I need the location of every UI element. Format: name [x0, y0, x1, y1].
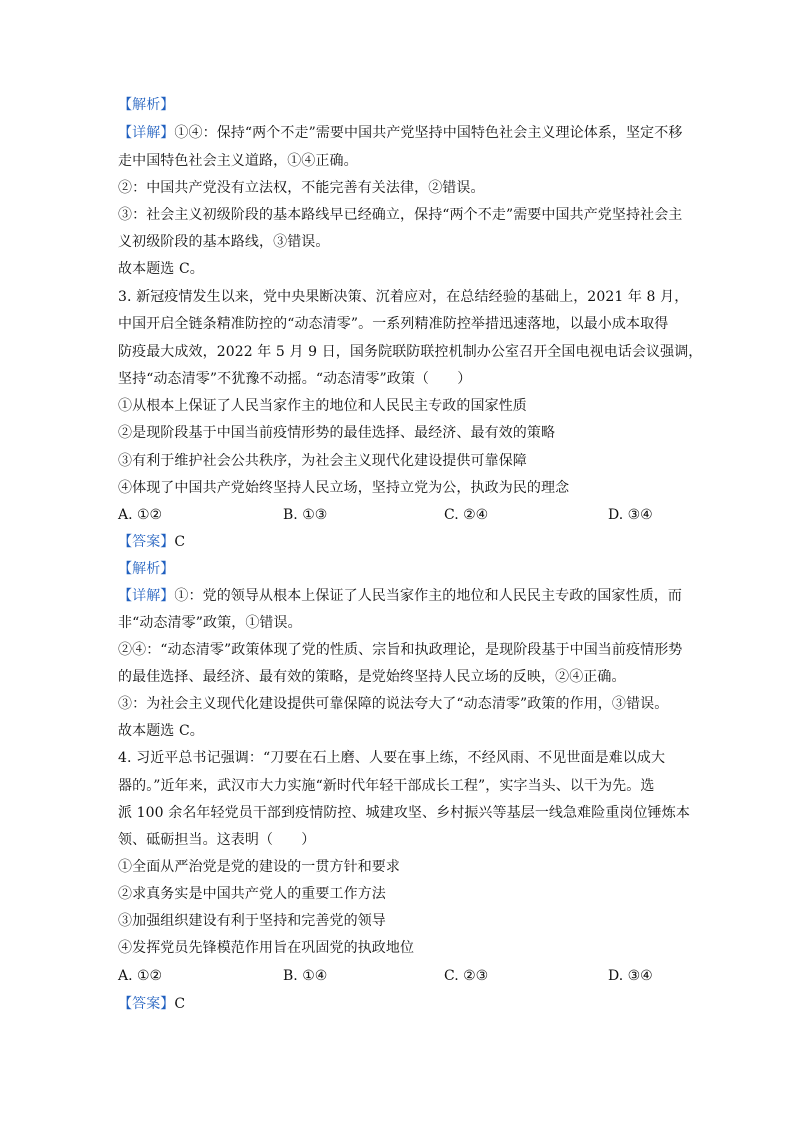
detail-line-cont: 非“动态清零”政策，①错误。 — [118, 615, 302, 631]
detail-text: ①④：保持“两个不走”需要中国共产党坚持中国特色社会主义理论体系，坚定不移 — [174, 125, 683, 141]
question-stem-cont: 中国开启全链条精准防控的“动态清零”。一系列精准防控举措迅速落地，以最小成本取得 — [118, 316, 669, 332]
option-c: C. ②③ — [444, 968, 489, 984]
analysis-label: 【解析】 — [118, 97, 175, 113]
analysis-paragraph: ②④：“动态清零”政策体现了党的性质、宗旨和执政理论，是现阶段基于中国当前疫情形势 — [118, 642, 683, 658]
question-stem: 4. 习近平总书记强调：“刀要在石上磨、人要在事上练，不经风雨、不见世面是难以成大 — [118, 750, 666, 766]
analysis-paragraph-cont: 的最佳选择、最经济、最有效的策略，是党始终坚持人民立场的反映，②④正确。 — [118, 669, 626, 685]
conclusion: 故本题选 C。 — [118, 723, 204, 739]
question-stem-cont: 派 100 余名年轻党员干部到疫情防控、城建攻坚、乡村振兴等基层一线急难险重岗位锤炼本 — [118, 805, 690, 821]
statement-item: ①全面从严治党是党的建设的一贯方针和要求 — [118, 859, 400, 875]
question-stem-cont: 领、砥砺担当。这表明（ ） — [118, 832, 316, 848]
analysis-paragraph: ③：社会主义初级阶段的基本路线早已经确立，保持“两个不走”需要中国共产党坚持社会主 — [118, 207, 683, 223]
statement-item: ③加强组织建设有利于坚持和完善党的领导 — [118, 913, 386, 929]
statement-item: ②求真务实是中国共产党人的重要工作方法 — [118, 886, 386, 902]
statement-item: ④发挥党员先锋模范作用旨在巩固党的执政地位 — [118, 940, 415, 956]
question-stem-cont: 坚持“动态清零”不犹豫不动摇。“动态清零”政策（ ） — [118, 371, 472, 387]
question-stem-cont: 器的。”近年来，武汉市大力实施“新时代年轻干部成长工程”，实字当头、以干为先。选 — [118, 778, 655, 794]
answer-label: 【答案】 — [118, 534, 175, 550]
analysis-paragraph: ③：为社会主义现代化建设提供可靠保障的说法夸大了“动态清零”政策的作用，③错误。 — [118, 696, 669, 712]
answer-line — [118, 994, 185, 1014]
detail-label: 【详解】 — [118, 588, 175, 604]
question-stem: 3. 新冠疫情发生以来，党中央果断决策、沉着应对，在总结经验的基础上，2021 年 8 月， — [118, 289, 689, 305]
answer-value: C — [174, 996, 186, 1012]
analysis-paragraph-cont: 义初级阶段的基本路线，③错误。 — [118, 234, 330, 250]
statement-item: ①从根本上保证了人民当家作主的地位和人民民主专政的国家性质 — [118, 398, 527, 414]
detail-line-cont: 走中国特色社会主义道路，①④正确。 — [118, 153, 358, 169]
answer-label: 【答案】 — [118, 996, 175, 1012]
option-d: D. ③④ — [608, 507, 653, 523]
option-a: A. ①② — [118, 968, 163, 984]
statement-item: ②是现阶段基于中国当前疫情形势的最佳选择、最经济、最有效的策略 — [118, 425, 556, 441]
detail-line — [118, 123, 682, 143]
option-c: C. ②④ — [444, 507, 489, 523]
answer-line — [118, 532, 185, 552]
option-d: D. ③④ — [608, 968, 653, 984]
detail-text: ①：党的领导从根本上保证了人民当家作主的地位和人民民主专政的国家性质，而 — [174, 588, 683, 604]
analysis-label: 【解析】 — [118, 561, 175, 577]
statement-item: ④体现了中国共产党始终坚持人民立场，坚持立党为公，执政为民的理念 — [118, 480, 570, 496]
statement-item: ③有利于维护社会公共秩序，为社会主义现代化建设提供可靠保障 — [118, 453, 527, 469]
option-a: A. ①② — [118, 507, 163, 523]
analysis-tag — [118, 95, 174, 115]
analysis-tag — [118, 559, 174, 579]
conclusion: 故本题选 C。 — [118, 261, 204, 277]
answer-value: C — [174, 534, 186, 550]
detail-line — [118, 586, 682, 606]
detail-label: 【详解】 — [118, 125, 175, 141]
option-b: B. ①④ — [283, 968, 328, 984]
option-b: B. ①③ — [283, 507, 328, 523]
question-stem-cont: 防疫最大成效，2022 年 5 月 9 日，国务院联防联控机制办公室召开全国电视电话会议强调， — [118, 344, 703, 360]
analysis-paragraph: ②：中国共产党没有立法权，不能完善有关法律，②错误。 — [118, 180, 485, 196]
